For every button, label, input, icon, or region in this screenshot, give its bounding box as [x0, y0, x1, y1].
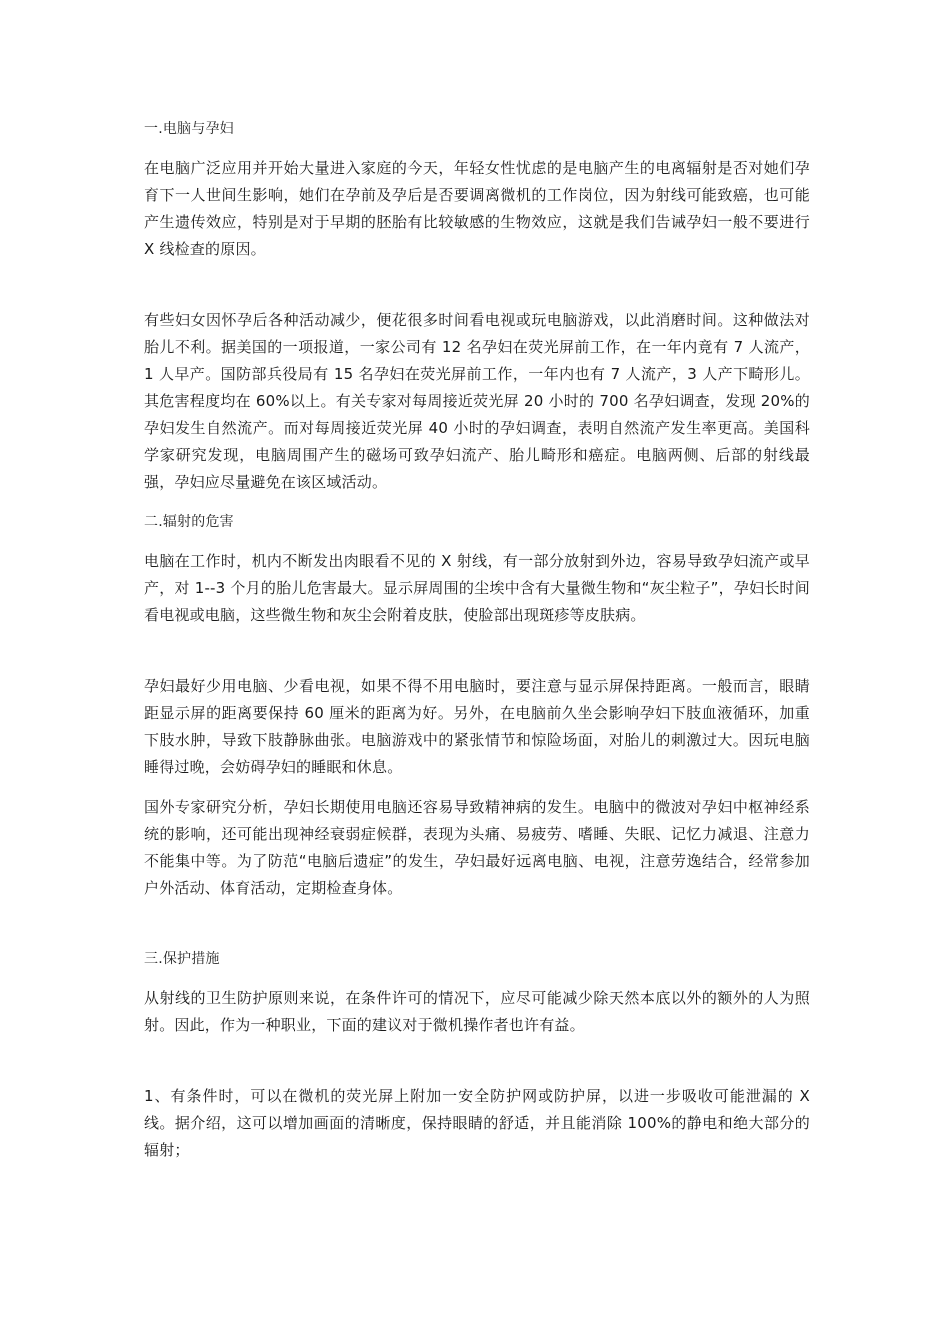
- paragraph-us-report: 有些妇女因怀孕后各种活动减少，便花很多时间看电视或玩电脑游戏，以此消磨时间。这种做法对胎儿不利。据美国的一项报道，一家公司有 12 名孕妇在荧光屏前工作，在一年内竟有 7 人流产，1 人早产。国防部兵役局有 15 名孕妇在荧光屏前工作，一年内也有 7 人流产，3 人产下畸形儿。其危害程度均在 60%以上。有关专家对每周接近荧光屏 20 小时的 700 名孕妇调查，发现 20%的孕妇发生自然流产。而对每周接近荧光屏 40 小时的孕妇调查，表明自然流产发生率更高。美国科学家研究发现，电脑周围产生的磁场可致孕妇流产、胎儿畸形和癌症。电脑两侧、后部的射线最强，孕妇应尽量避免在该区域活动。: [144, 311, 810, 491]
- paragraph-protection-screen: 1、有条件时，可以在微机的荧光屏上附加一安全防护网或防护屏，以进一步吸收可能泄漏的 X 线。据介绍，这可以增加画面的清晰度，保持眼睛的舒适，并且能消除 100%的静电和绝大部分的辐射；: [144, 1087, 810, 1159]
- paragraph-x-ray-harm: 电脑在工作时，机内不断发出肉眼看不见的 X 射线，有一部分放射到外边，容易导致孕妇流产或早产，对 1--3 个月的胎儿危害最大。显示屏周围的尘埃中含有大量微生物和“灰尘粒子”，孕妇长时间看电视或电脑，这些微生物和灰尘会附着皮肤，使脸部出现斑疹等皮肤病。: [144, 552, 810, 624]
- paragraph-radiation-concern: 在电脑广泛应用并开始大量进入家庭的今天，年轻女性忧虑的是电脑产生的电离辐射是否对她们孕育下一人世间生影响，她们在孕前及孕后是否要调离微机的工作岗位，因为射线可能致癌，也可能产生遗传效应，特别是对于早期的胚胎有比较敏感的生物效应，这就是我们告诫孕妇一般不要进行 X 线检查的原因。: [144, 159, 810, 258]
- paragraph-protection-principle: 从射线的卫生防护原则来说，在条件许可的情况下，应尽可能减少除天然本底以外的额外的人为照射。因此，作为一种职业，下面的建议对于微机操作者也许有益。: [144, 989, 810, 1034]
- paragraph-mental-health: 国外专家研究分析，孕妇长期使用电脑还容易导致精神病的发生。电脑中的微波对孕妇中枢神经系统的影响，还可能出现神经衰弱症候群，表现为头痛、易疲劳、嗜睡、失眠、记忆力减退、注意力不能集中等。为了防范“电脑后遗症”的发生，孕妇最好远离电脑、电视，注意劳逸结合，经常参加户外活动、体育活动，定期检查身体。: [144, 798, 810, 897]
- document-body: [144, 116, 810, 1177]
- section-heading-computer-and-pregnancy: 一.电脑与孕妇: [144, 121, 234, 137]
- section-heading-radiation-harm: 二.辐射的危害: [144, 514, 234, 530]
- paragraph-keep-distance: 孕妇最好少用电脑、少看电视，如果不得不用电脑时，要注意与显示屏保持距离。一般而言，眼睛距显示屏的距离要保持 60 厘米的距离为好。另外，在电脑前久坐会影响孕妇下肢血液循环，加重下肢水肿，导致下肢静脉曲张。电脑游戏中的紧张情节和惊险场面，对胎儿的刺激过大。因玩电脑睡得过晚，会妨碍孕妇的睡眠和休息。: [144, 677, 810, 776]
- section-heading-protection: 三.保护措施: [144, 951, 220, 967]
